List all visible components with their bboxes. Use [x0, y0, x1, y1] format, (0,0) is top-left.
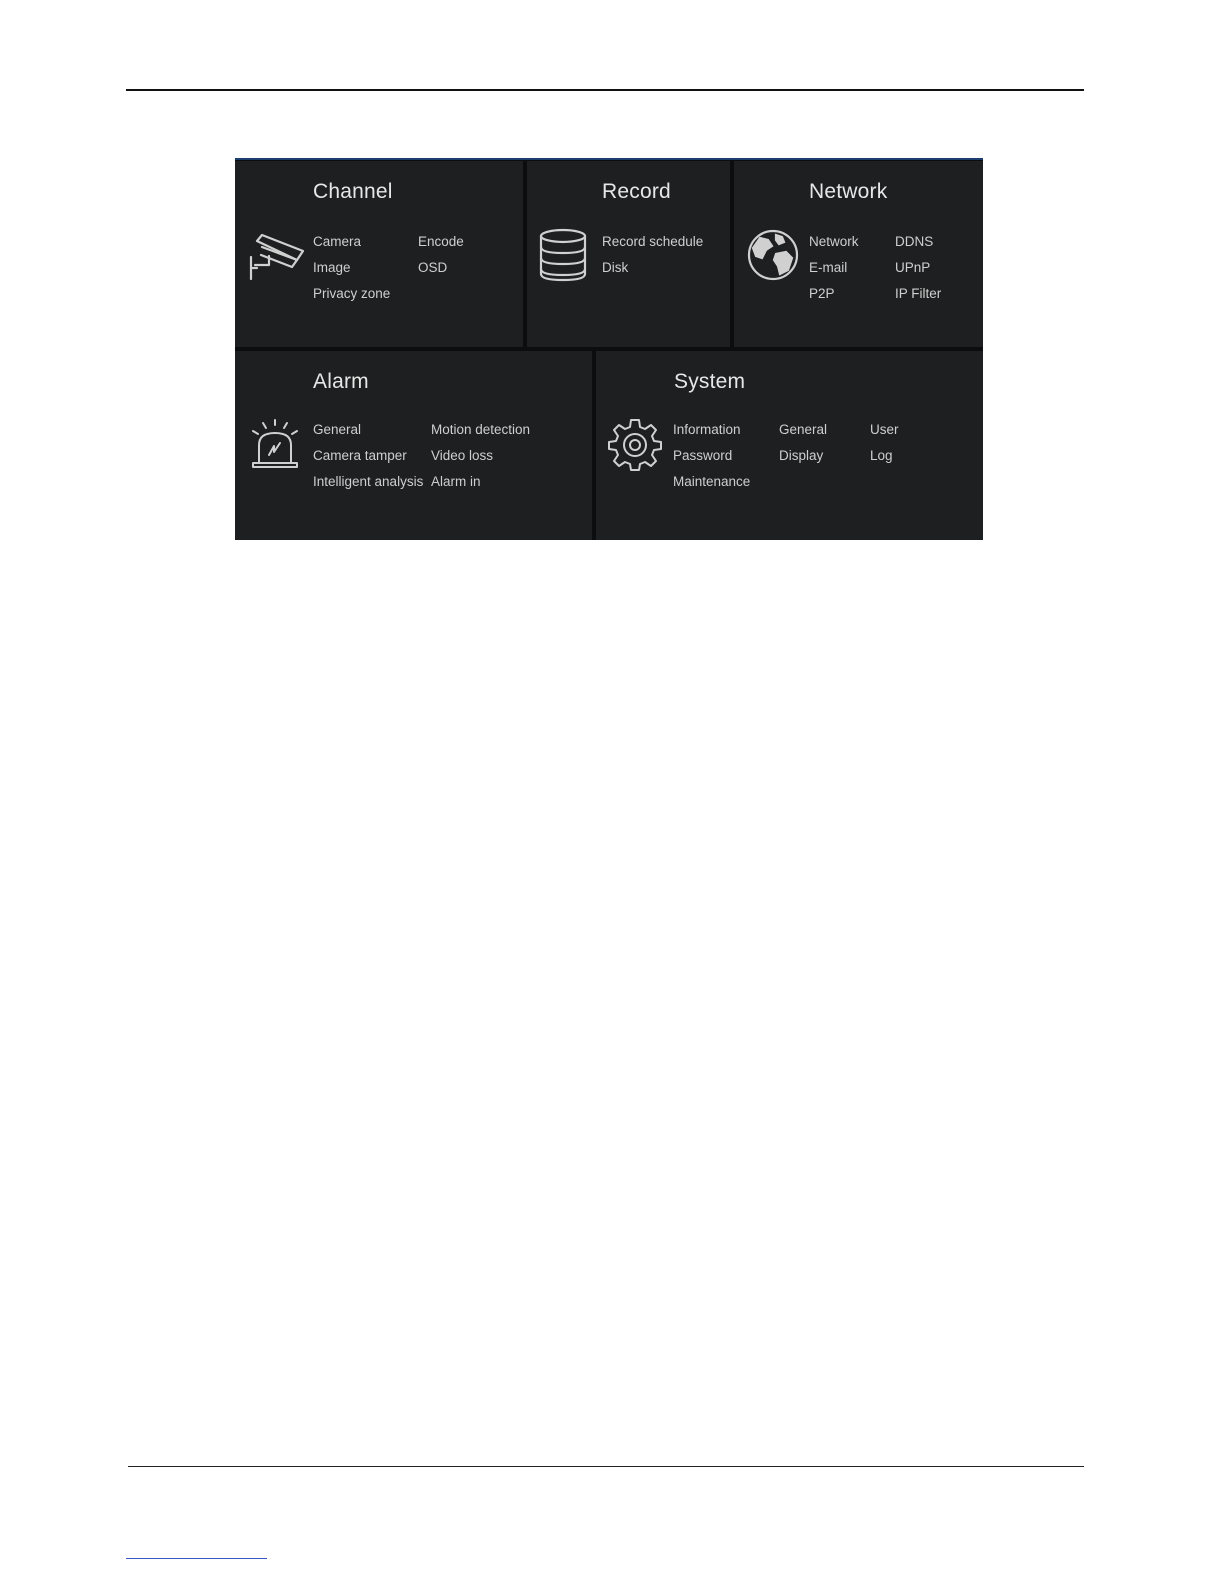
cctv-camera-icon — [247, 227, 307, 287]
channel-title: Channel — [313, 180, 393, 203]
system-title: System — [674, 370, 746, 393]
header-rule — [126, 89, 1084, 91]
network-item-p2p[interactable]: P2P — [809, 286, 835, 301]
alarm-title: Alarm — [313, 370, 369, 393]
channel-panel[interactable] — [235, 161, 523, 347]
footer-link-underline — [126, 1558, 267, 1559]
alarm-item-intelligent-analysis[interactable]: Intelligent analysis — [313, 474, 424, 489]
channel-item-camera[interactable]: Camera — [313, 234, 362, 249]
system-item-user[interactable]: User — [870, 422, 899, 437]
record-title: Record — [602, 180, 671, 203]
system-item-password[interactable]: Password — [673, 448, 733, 463]
alarm-panel[interactable] — [235, 351, 592, 540]
screen-top-edge — [235, 158, 983, 160]
system-item-maintenance[interactable]: Maintenance — [673, 474, 751, 489]
network-item-upnp[interactable]: UPnP — [895, 260, 931, 275]
record-item-record-schedule[interactable]: Record schedule — [602, 234, 704, 249]
network-item-ip-filter[interactable]: IP Filter — [895, 286, 942, 301]
channel-item-privacy-zone[interactable]: Privacy zone — [313, 286, 391, 301]
alarm-item-motion-detection[interactable]: Motion detection — [431, 422, 531, 437]
network-title: Network — [809, 180, 888, 203]
globe-icon — [746, 228, 800, 282]
settings-main-menu — [235, 158, 983, 540]
footer-rule — [128, 1466, 1084, 1467]
system-item-information[interactable]: Information — [673, 422, 741, 437]
system-item-log[interactable]: Log — [870, 448, 893, 463]
gear-icon — [608, 417, 662, 471]
record-panel[interactable] — [527, 161, 730, 347]
alarm-item-general[interactable]: General — [313, 422, 362, 437]
system-item-general[interactable]: General — [779, 422, 828, 437]
alarm-item-alarm-in[interactable]: Alarm in — [431, 474, 481, 489]
record-item-disk[interactable]: Disk — [602, 260, 629, 275]
alarm-item-video-loss[interactable]: Video loss — [431, 448, 494, 463]
network-item-ddns[interactable]: DDNS — [895, 234, 934, 249]
channel-item-image[interactable]: Image — [313, 260, 351, 275]
channel-item-encode[interactable]: Encode — [418, 234, 464, 249]
channel-item-osd[interactable]: OSD — [418, 260, 448, 275]
system-panel[interactable] — [596, 351, 983, 540]
network-panel[interactable] — [734, 161, 983, 347]
network-item-email[interactable]: E-mail — [809, 260, 848, 275]
alarm-siren-icon — [247, 415, 303, 471]
database-icon — [537, 227, 589, 285]
network-item-network[interactable]: Network — [809, 234, 859, 249]
alarm-item-camera-tamper[interactable]: Camera tamper — [313, 448, 407, 463]
system-item-display[interactable]: Display — [779, 448, 824, 463]
